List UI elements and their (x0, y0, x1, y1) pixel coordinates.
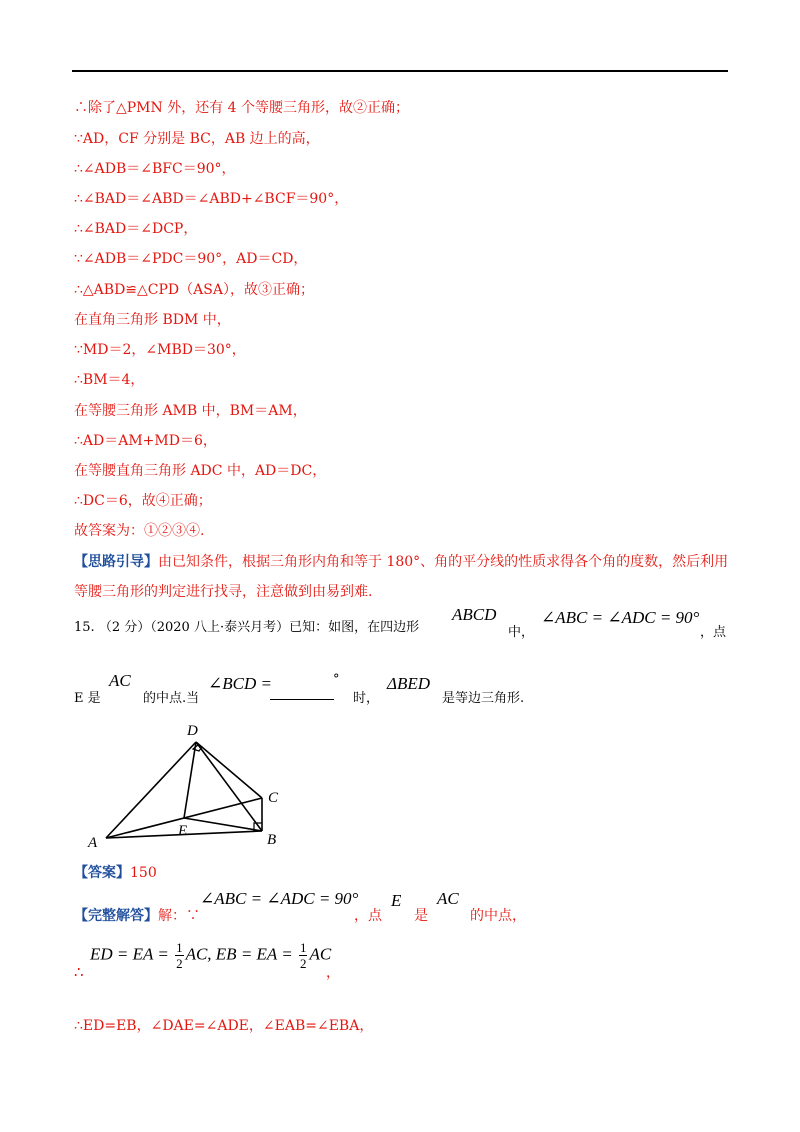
text-e-shi: E 是 (74, 691, 101, 706)
text-line: ∴∠ADB＝∠BFC＝90°， (74, 161, 236, 177)
eq-part-1: ED = EA = (90, 944, 169, 964)
text-dian: ，点 (700, 625, 727, 640)
label-d: D (187, 723, 198, 739)
equation-midpoint (90, 940, 331, 971)
math-solution-angles: ∠ABC = ∠ADC = 90° (200, 889, 359, 908)
text-line: 故答案为：①②③④. (74, 523, 205, 539)
frac-num: 1 (299, 940, 307, 955)
math-ac: AC (109, 671, 131, 690)
solution-last-line: ∴ED=EB，∠DAE=∠ADE，∠EAB=∠EBA， (74, 1018, 374, 1034)
label-a: A (88, 835, 98, 851)
text-midpoint-when: 的中点.当 (143, 691, 200, 706)
text-line: ∵AD，CF 分别是 BC，AB 边上的高， (74, 131, 320, 147)
math-e: E (391, 891, 402, 910)
text-equilateral: 是等边三角形. (442, 691, 525, 706)
question-number: 15. (74, 620, 95, 635)
solution-jie: 解：∵ (158, 908, 200, 924)
fraction-half (175, 940, 184, 971)
eq-part-3: AC (309, 944, 332, 964)
text-line: ∴∠BAD＝∠ABD＝∠ABD+∠BCF＝90°， (74, 191, 349, 207)
hint-line-2: 等腰三角形的判定进行找寻，注意做到由易到难. (74, 584, 373, 600)
text-line: ∵∠ADB＝∠PDC＝90°，AD＝CD， (74, 251, 308, 267)
text-line: ∴△ABD≌△CPD（ASA），故③正确； (74, 282, 314, 298)
answer-line (74, 862, 157, 882)
segment-eb (184, 818, 262, 831)
answer-tag: 【答案】 (74, 865, 130, 881)
text-shi-2: 是 (414, 908, 428, 924)
fraction-half-2 (299, 940, 308, 971)
frac-den: 2 (176, 956, 183, 971)
label-e: E (178, 823, 188, 839)
text-shi: 时， (353, 691, 380, 706)
degree-sign: ° (333, 672, 340, 687)
text-line: ∴DC＝6，故④正确； (74, 493, 212, 509)
label-b: B (267, 832, 277, 848)
segment-db (196, 742, 262, 831)
header-rule (72, 70, 728, 72)
text-line: 在等腰直角三角形 ADC 中，AD＝DC， (74, 463, 327, 479)
math-ac-2: AC (437, 889, 459, 908)
hint-text: 由已知条件，根据三角形内角和等于 180°、角的平分线的性质求得各个角的度数，然后利用 (158, 554, 729, 570)
label-c: C (268, 790, 279, 806)
hint-tag: 【思路引导】 (74, 554, 158, 570)
eq-part-2: AC, EB = EA = (185, 944, 293, 964)
text-line: ∴AD＝AM+MD＝6， (74, 433, 217, 449)
eq-comma: ， (326, 965, 340, 981)
math-abcd: ABCD (452, 605, 497, 624)
text-comma-dian: ，点 (354, 908, 382, 924)
text-line: ∴∠BAD＝∠DCP， (74, 221, 198, 237)
text-line: ∴除了△PMN 外，还有 4 个等腰三角形，故②正确； (74, 100, 410, 116)
hint-line-1 (74, 551, 728, 571)
solution-tag: 【完整解答】 (74, 908, 158, 924)
text-line: 在等腰三角形 AMB 中，BM＝AM， (74, 403, 307, 419)
text-midpoint: 的中点， (470, 908, 526, 924)
text-line: 在直角三角形 BDM 中， (74, 312, 231, 328)
text-zhong: 中， (508, 625, 535, 640)
segment-dc (196, 742, 262, 798)
answer-blank[interactable] (270, 685, 334, 700)
text-line: ∴BM＝4， (74, 372, 145, 388)
frac-num: 1 (176, 940, 183, 955)
math-bed: ΔBED (387, 674, 431, 693)
therefore-symbol: ∴ (74, 963, 84, 981)
geometry-figure (86, 718, 296, 853)
solution-line-1 (74, 905, 200, 925)
math-bcd: ∠BCD = (208, 674, 272, 693)
question-15-line-1 (74, 616, 419, 635)
math-angles-given: ∠ABC = ∠ADC = 90° (541, 608, 700, 627)
answer-value: 150 (130, 865, 157, 881)
question-meta: （2 分）（2020 八上·泰兴月考）已知：如图，在四边形 (98, 620, 420, 635)
text-line: ∵MD＝2，∠MBD＝30°， (74, 342, 246, 358)
frac-den: 2 (299, 956, 307, 971)
